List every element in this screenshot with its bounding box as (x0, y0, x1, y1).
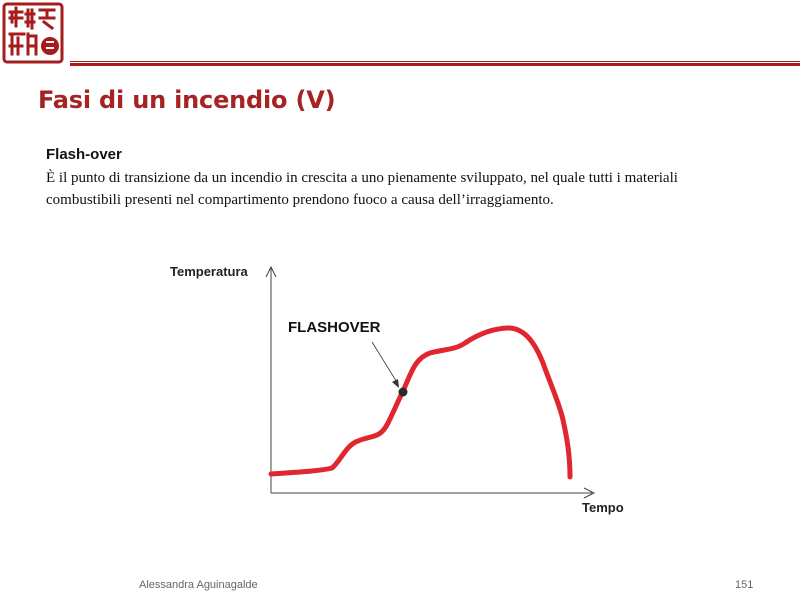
section-body: È il punto di transizione da un incendio in crescita a uno pienamente sviluppato, nel quale tutti i materiali combustibili presenti nel compartimento prendono fuoco a causa dell’irraggiamento. (46, 170, 678, 208)
flashover-arrow-icon (392, 379, 399, 388)
fire-curve (271, 328, 570, 477)
header-rule (70, 61, 800, 62)
header-rule-bold (70, 63, 800, 66)
flashover-label: FLASHOVER (288, 319, 381, 336)
y-axis-label: Temperatura (170, 264, 248, 279)
fire-phase-diagram (160, 255, 660, 525)
footer-author: Alessandra Aguinagalde (139, 579, 258, 591)
flashover-point (399, 388, 408, 397)
seal-logo-icon (2, 2, 64, 64)
page-number: 151 (735, 579, 754, 591)
x-axis-label: Tempo (582, 500, 624, 515)
section-title: Flash-over (46, 146, 122, 163)
flashover-pointer (372, 342, 398, 384)
page-title: Fasi di un incendio (V) (38, 86, 336, 114)
